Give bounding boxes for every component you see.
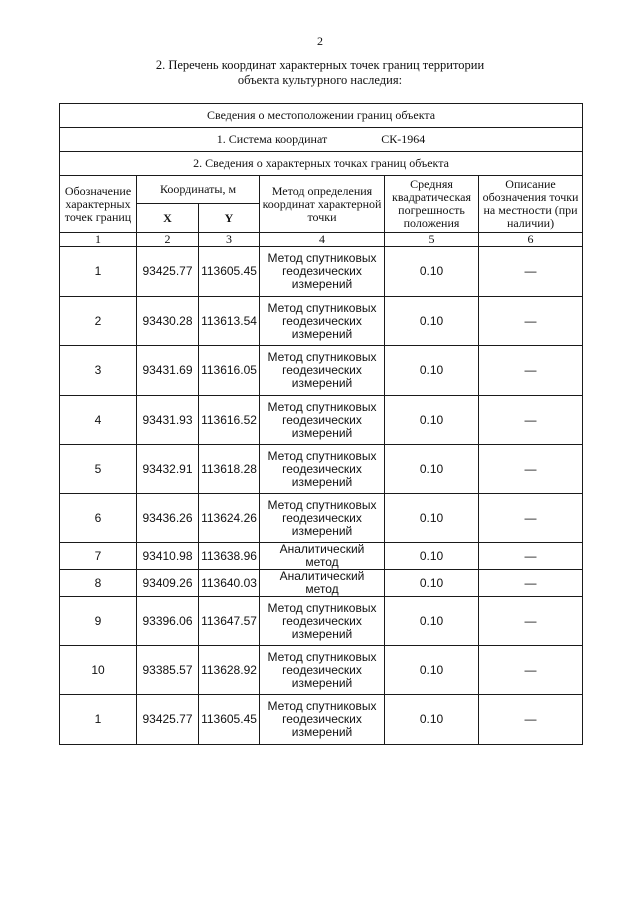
- method-cell: Метод спутниковых геодезических измерений: [260, 346, 385, 396]
- method-cell: Метод спутниковых геодезических измерений: [260, 247, 385, 297]
- description-cell: —: [479, 247, 583, 297]
- error-cell: 0.10: [385, 494, 479, 543]
- y-coordinate-cell: 113628.92: [199, 646, 260, 695]
- description-cell: —: [479, 543, 583, 570]
- y-coordinate-cell: 113640.03: [199, 570, 260, 597]
- table-header-row: [60, 104, 583, 128]
- title-line-1: 2. Перечень координат характерных точек границ территории: [155, 58, 485, 72]
- coordinate-system-label: 1. Система координат: [216, 132, 328, 146]
- method-cell: Метод спутниковых геодезических измерений: [260, 695, 385, 745]
- column-number: 6: [479, 233, 583, 247]
- x-coordinate-cell: 93431.69: [137, 346, 199, 396]
- description-cell: —: [479, 346, 583, 396]
- method-cell: Метод спутниковых геодезических измерений: [260, 396, 385, 445]
- description-cell: —: [479, 695, 583, 745]
- error-cell: 0.10: [385, 346, 479, 396]
- table-main-header: Сведения о местоположении границ объекта: [60, 104, 583, 128]
- x-coordinate-cell: 93436.26: [137, 494, 199, 543]
- point-number-cell: 3: [60, 346, 137, 396]
- y-coordinate-cell: 113616.52: [199, 396, 260, 445]
- description-cell: —: [479, 570, 583, 597]
- x-coordinate-cell: 93396.06: [137, 597, 199, 646]
- description-cell: —: [479, 494, 583, 543]
- title-line-2: объекта культурного наследия:: [237, 73, 403, 87]
- point-number-cell: 9: [60, 597, 137, 646]
- description-cell: —: [479, 597, 583, 646]
- error-cell: 0.10: [385, 646, 479, 695]
- column-header-coordinates: Координаты, м: [137, 176, 260, 204]
- y-coordinate-cell: 113624.26: [199, 494, 260, 543]
- column-number: 3: [199, 233, 260, 247]
- coordinates-table: [59, 103, 583, 745]
- table-row: [60, 570, 583, 597]
- x-coordinate-cell: 93410.98: [137, 543, 199, 570]
- point-number-cell: 10: [60, 646, 137, 695]
- x-coordinate-cell: 93385.57: [137, 646, 199, 695]
- column-header-y: Y: [199, 204, 260, 233]
- method-cell: Метод спутниковых геодезических измерений: [260, 597, 385, 646]
- error-cell: 0.10: [385, 570, 479, 597]
- description-cell: —: [479, 646, 583, 695]
- x-coordinate-cell: 93432.91: [137, 445, 199, 494]
- table-row: [60, 346, 583, 396]
- column-header-row-1: [60, 176, 583, 204]
- method-cell: Метод спутниковых геодезических измерений: [260, 297, 385, 346]
- description-cell: —: [479, 297, 583, 346]
- column-number: 1: [60, 233, 137, 247]
- method-cell: Аналитический метод: [260, 570, 385, 597]
- coordinate-system-cell: [60, 128, 583, 152]
- points-info-label: 2. Сведения о характерных точках границ объекта: [60, 152, 583, 176]
- error-cell: 0.10: [385, 297, 479, 346]
- y-coordinate-cell: 113605.45: [199, 695, 260, 745]
- document-title: [0, 58, 640, 88]
- column-header-point: Обозначение характерных точек границ: [60, 176, 137, 233]
- column-number: 5: [385, 233, 479, 247]
- x-coordinate-cell: 93425.77: [137, 695, 199, 745]
- table-row: [60, 445, 583, 494]
- table-row: [60, 543, 583, 570]
- point-number-cell: 2: [60, 297, 137, 346]
- point-number-cell: 4: [60, 396, 137, 445]
- point-number-cell: 6: [60, 494, 137, 543]
- points-info-row: [60, 152, 583, 176]
- error-cell: 0.10: [385, 597, 479, 646]
- x-coordinate-cell: 93430.28: [137, 297, 199, 346]
- table-row: [60, 494, 583, 543]
- x-coordinate-cell: 93425.77: [137, 247, 199, 297]
- error-cell: 0.10: [385, 396, 479, 445]
- description-cell: —: [479, 445, 583, 494]
- table-row: [60, 695, 583, 745]
- y-coordinate-cell: 113638.96: [199, 543, 260, 570]
- y-coordinate-cell: 113605.45: [199, 247, 260, 297]
- error-cell: 0.10: [385, 695, 479, 745]
- point-number-cell: 1: [60, 247, 137, 297]
- column-number-row: [60, 233, 583, 247]
- table-row: [60, 396, 583, 445]
- error-cell: 0.10: [385, 543, 479, 570]
- point-number-cell: 7: [60, 543, 137, 570]
- page-number: 2: [317, 34, 323, 48]
- description-cell: —: [479, 396, 583, 445]
- table-row: [60, 646, 583, 695]
- point-number-cell: 8: [60, 570, 137, 597]
- column-header-method: Метод определения координат характерной точки: [260, 176, 385, 233]
- table-row: [60, 297, 583, 346]
- table-row: [60, 597, 583, 646]
- table-row: [60, 247, 583, 297]
- point-number-cell: 5: [60, 445, 137, 494]
- coordinate-system-row: [60, 128, 583, 152]
- error-cell: 0.10: [385, 445, 479, 494]
- column-number: 2: [137, 233, 199, 247]
- method-cell: Метод спутниковых геодезических измерений: [260, 646, 385, 695]
- method-cell: Аналитический метод: [260, 543, 385, 570]
- error-cell: 0.10: [385, 247, 479, 297]
- method-cell: Метод спутниковых геодезических измерений: [260, 445, 385, 494]
- method-cell: Метод спутниковых геодезических измерений: [260, 494, 385, 543]
- column-header-x: X: [137, 204, 199, 233]
- y-coordinate-cell: 113613.54: [199, 297, 260, 346]
- y-coordinate-cell: 113618.28: [199, 445, 260, 494]
- y-coordinate-cell: 113647.57: [199, 597, 260, 646]
- x-coordinate-cell: 93409.26: [137, 570, 199, 597]
- x-coordinate-cell: 93431.93: [137, 396, 199, 445]
- coordinate-system-value: СК-1964: [381, 132, 426, 146]
- column-header-error: Средняя квадратическая погрешность положения: [385, 176, 479, 233]
- column-number: 4: [260, 233, 385, 247]
- point-number-cell: 1: [60, 695, 137, 745]
- y-coordinate-cell: 113616.05: [199, 346, 260, 396]
- column-header-description: Описание обозначения точки на местности (при наличии): [479, 176, 583, 233]
